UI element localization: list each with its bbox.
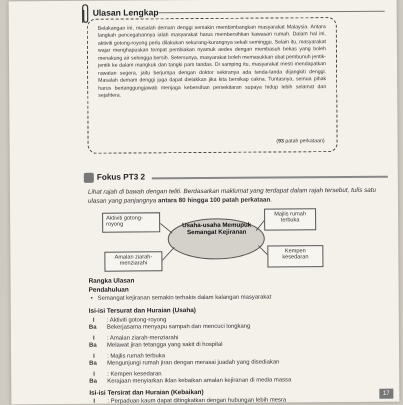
outline-text: : Perpaduan kaum dapat ditingkatkan dengan hubungan lebih mesra — [107, 397, 287, 405]
diagram-node-majlis-rumah-terbuka: Majlis rumah terbuka — [264, 208, 316, 230]
outline-tag: Ba — [88, 324, 97, 331]
outline-text: Mengunjungi rumah jiran dengan merasai juadah yang disediakan — [107, 359, 280, 367]
fokus-rule — [152, 176, 388, 180]
outline-text: : Majlis rumah terbuka — [107, 353, 166, 360]
instruction-emphasis: antara 80 hingga 100 patah perkataan — [158, 196, 271, 205]
outline-tag: Ba — [88, 342, 97, 349]
outline-text: Bekerjasama menyapu sampah dan mencuci longkang — [106, 323, 251, 331]
word-count: (93 patah perkataan) — [276, 138, 325, 145]
instruction-pre: Lihat rajah di bawah dengan teliti. Berdasarkan maklumat yang terdapat dalam rajah tersebut, tulis satu ulasan yang panjangnya — [87, 186, 377, 205]
essay-box — [87, 17, 338, 154]
outline-text: : Kempen kesedaran — [107, 371, 162, 378]
fokus-label: Fokus PT3 2 — [96, 172, 146, 182]
outline-tag: I — [93, 371, 95, 378]
bullet-icon: • — [90, 295, 93, 302]
isi-kebaikan-title: Isi-isi Tersirat dan Huraian (Kebaikan) — [89, 389, 204, 397]
word-count-number: 93 — [278, 138, 284, 145]
target-icon — [84, 173, 94, 183]
outline-tag: I — [92, 317, 95, 324]
diagram-node-kempen: Kempen kesedaran — [267, 245, 323, 267]
instruction-text — [88, 186, 388, 206]
outline-text: Kerajaan menyiarkan iklan kebaikan amalan kejiranan di media massa — [107, 377, 292, 385]
instruction-post: . — [270, 196, 273, 204]
pendahuluan-title: Pendahuluan — [88, 286, 129, 294]
diagram-center: Usaha-usaha Memupuk Semangat Kejiranan — [182, 221, 252, 237]
fokus-header — [84, 170, 388, 184]
outline-tag: I — [93, 353, 95, 360]
isi-usaha-title: Isi-isi Tersurat dan Huraian (Usaha) — [88, 307, 196, 315]
outline-text: : Amalan ziarah-menziarahi — [106, 335, 179, 342]
outline-tag: I — [92, 335, 95, 342]
outline-text: : Aktiviti gotong-royong — [106, 317, 167, 324]
diagram-node-gotong-royong: Aktiviti gotong-royong — [102, 212, 160, 232]
outline-text: Melawat jiran tetangga yang sakit di hospital — [106, 341, 223, 349]
header-rule — [159, 11, 385, 14]
mind-map — [84, 204, 384, 276]
word-count-label: patah perkataan — [285, 138, 323, 145]
pendahuluan-text: Semangat kejiranan semakin terhakis dalam kalangan masyarakat — [97, 294, 272, 302]
outline-tag: I — [93, 398, 96, 405]
rangka-title: Rangka Ulasan — [88, 277, 135, 285]
page-number: 17 — [379, 389, 393, 399]
outline-tag: Ba — [89, 360, 97, 367]
section-title: Ulasan Lengkap — [92, 7, 159, 18]
essay-paragraph: Belakangan ini, masalah demam denggi semakin membimbangkan masyarakat Malaysia. Antara langkah pencegahannya ialah masyarakat harus membersihkan kawasan rumah. Dalam hal ini, aktiviti gotong-royong perlu dilakukan sekurang-kurangnya sekali seminggu. Selain itu, masyarakat wajar menghapuskan tempat pembiakan nyamuk aedes dengan membasuh bekas yang boleh menakung air sehingga bersih. Setersunya, masyarakat boleh memasukkan ubat pembunuh jentik-jentik ke dalam mangkuk dan tangki pam tandas. Di samping itu, masyarakat mesti mendapatkan rawatan segera, jaitu berjumpa dengan doktor sekiranya ada tanda-tanda dijangkiti denggi. Masalah demam denggi juga dapat dielakkan jika kita bersikap cakna. Tuntasnya, semua pihak harus bertanggungjawab menjaga kebersihan persekitaran supaya hidup lebih selamat dan sejahtera. — [97, 24, 327, 99]
diagram-node-ziarah: Amalan ziarah-menziarahi — [104, 251, 162, 271]
outline-tag: Ba — [89, 378, 97, 385]
book-page — [9, 0, 400, 404]
